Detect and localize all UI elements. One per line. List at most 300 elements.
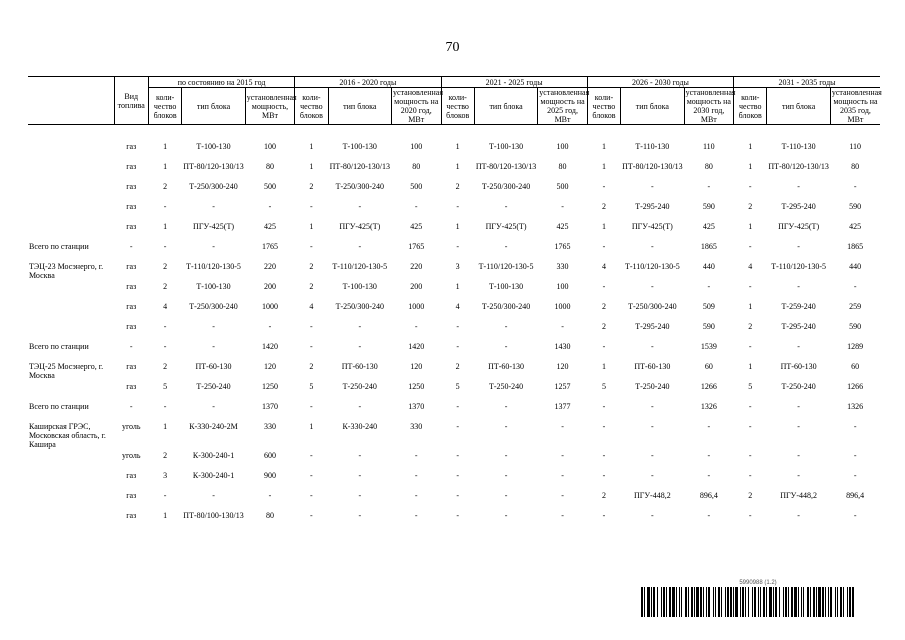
table-cell: - [853,182,857,191]
table-cell: газ [126,282,137,291]
table-cell: - [414,202,418,211]
table-row [28,380,880,400]
capacity-column-header: установленная мощность на 2030 год, МВт [685,88,736,124]
table-cell: Т-295-240 [781,322,816,331]
table-cell: 896,4 [699,491,718,500]
table-row [28,489,880,509]
barcode-bar [830,587,832,617]
table-cell: газ [126,302,137,311]
station-column-header [28,77,114,125]
table-cell: - [163,342,167,351]
table-cell: - [504,242,508,251]
barcode-bar [840,587,842,617]
table-row [28,449,880,469]
barcode-bar [685,587,687,617]
table-cell: ПТ-80/100-130/13 [183,511,244,520]
table-cell: - [651,342,654,351]
table-cell: - [414,451,418,460]
table-cell: уголь [121,422,141,431]
table-cell: - [561,511,564,520]
table-cell: 1 [455,142,460,151]
station-name-cell [28,469,114,489]
table-cell: - [707,182,711,191]
table-cell: газ [126,182,137,191]
table-cell: - [797,451,800,460]
table-cell: - [748,282,752,291]
table-cell: - [748,342,752,351]
table-cell: газ [126,471,137,480]
barcode-bar [691,587,693,617]
table-row [28,400,880,420]
table-cell: 1420 [408,342,425,351]
table-cell: - [414,511,418,520]
spacer-row [28,125,880,141]
barcode-bar [852,587,854,617]
table-cell: Т-295-240 [781,202,816,211]
table-cell: газ [126,162,137,171]
page-number: 70 [445,40,460,55]
barcode-bar [748,587,749,617]
table-cell: 220 [410,262,423,271]
table-cell: - [504,422,508,431]
table-cell: 2 [309,282,314,291]
table-cell: 1 [309,422,314,431]
barcode-bar [766,587,767,617]
table-cell: - [602,422,606,431]
table-cell: 1000 [408,302,425,311]
table-cell: 100 [556,282,569,291]
table-cell: Т-250-240 [488,382,524,391]
barcode-bar [641,587,643,617]
table-cell: 4 [309,302,314,311]
station-name-cell [28,300,114,320]
count-column-header: коли-чество блоков [587,88,620,125]
table-cell: 1765 [408,242,425,251]
period-header: 2021 - 2025 годы [441,77,587,88]
table-cell: 1 [455,282,460,291]
station-name-cell [28,180,114,200]
station-name-cell [28,280,114,300]
table-cell: - [504,491,508,500]
table-cell: - [310,322,313,331]
table-cell: - [456,491,459,500]
table-cell: - [358,242,362,251]
table-cell: - [456,471,459,480]
table-cell: 259 [849,302,862,311]
table-cell: - [561,451,564,460]
table-cell: - [748,511,752,520]
barcode-bar [679,587,680,617]
barcode-bar [775,587,777,617]
table-cell: 80 [851,162,860,171]
table-cell: Т-250-240 [196,382,231,391]
barcode-bar [773,587,774,617]
table-cell: - [212,402,215,411]
table-cell: Т-110/120-130-5 [332,262,388,271]
table-cell: - [797,182,800,191]
barcode-bar [718,587,720,617]
table-cell: - [748,402,752,411]
table-cell: Т-250/300-240 [335,182,384,191]
table-cell: 2 [455,182,460,191]
table-cell: ПГУ-448,2 [633,491,671,500]
table-cell: 1 [748,142,753,151]
table-cell: 590 [702,322,715,331]
type-column-header: тип блока [328,88,391,125]
table-cell: - [129,402,133,411]
table-cell: 600 [263,451,276,460]
barcode-bar [676,587,677,617]
table-cell: - [456,242,459,251]
table-cell: - [602,342,606,351]
table-row [28,320,880,340]
barcode-bar [837,587,838,617]
barcode-bar [715,587,716,617]
table-cell: 4 [163,302,168,311]
table-cell: 1 [455,222,460,231]
table-cell: 1430 [554,342,571,351]
table-cell: 1 [309,142,314,151]
barcode-bar [730,587,732,617]
barcode-bar [769,587,772,617]
count-column-header: коли-чество блоков [734,88,767,125]
table-row [28,420,880,449]
table-cell: - [707,422,711,431]
table-cell: газ [126,262,137,271]
table-cell: - [748,422,752,431]
barcode-bar [822,587,824,617]
table-cell: - [602,511,606,520]
table-cell: 100 [263,142,276,151]
table-cell: - [310,242,313,251]
station-name-cell [28,160,114,180]
table-cell: - [310,402,313,411]
barcode-bar [794,587,797,617]
table-cell: 2 [163,182,168,191]
table-row [28,240,880,260]
table-cell: Т-100-130 [196,282,231,291]
period-header: по состоянию на 2015 год [148,77,294,88]
table-cell: Т-259-240 [781,302,816,311]
table-cell: - [163,402,167,411]
table-cell: 220 [263,262,276,271]
table-cell: 1257 [554,382,571,391]
barcode-bar [813,587,815,617]
table-cell: - [561,202,564,211]
table-cell: - [651,282,654,291]
table-cell: 1 [601,362,606,371]
capacity-column-header: установленная мощность на 2020 год, МВт [393,88,443,124]
barcode-bar [816,587,817,617]
table-cell: 100 [410,142,423,151]
barcode-bar [657,587,658,617]
table-cell: 2 [163,451,168,460]
barcode-bar [752,587,753,617]
table-cell: газ [126,222,137,231]
table-cell: 1865 [700,242,717,251]
table-cell: 200 [410,282,423,291]
table-cell: 1000 [554,302,571,311]
barcode-block [640,580,856,617]
table-cell: 60 [851,362,860,371]
barcode-bar [791,587,793,617]
table-cell: 440 [702,262,715,271]
type-column-header: тип блока [767,88,830,125]
table-cell: - [163,322,167,331]
table-cell: 500 [410,182,423,191]
table-cell: Т-295-240 [635,322,670,331]
fuel-column-header: Вид топлива [114,77,148,125]
table-cell: - [853,511,857,520]
table-cell: 2 [748,322,753,331]
barcode-bar [681,587,682,617]
table-cell: Т-110/120-130-5 [624,262,680,271]
table-cell: - [212,202,215,211]
table-cell: 1 [309,162,314,171]
table-cell: Т-100-130 [488,282,524,291]
barcode-bar [647,587,650,617]
table-row [28,340,880,360]
table-cell: 2 [748,491,753,500]
table-cell: ПГУ-425(Т) [339,222,381,231]
table-cell: - [456,451,459,460]
station-name-cell [28,220,114,240]
table-cell: 3 [163,471,168,480]
table-cell: 425 [263,222,276,231]
table-cell: 5 [455,382,460,391]
barcode-bar [763,587,765,617]
table-cell: - [358,202,362,211]
table-cell: 120 [263,362,276,371]
barcode-bar [818,587,821,617]
table-cell: Т-110/120-130-5 [478,262,534,271]
barcode-bar [703,587,704,617]
table-cell: 80 [558,162,567,171]
table-cell: - [561,422,564,431]
table-cell: 1 [748,362,753,371]
barcode-bar [788,587,789,617]
table-cell: 900 [263,471,276,480]
table-cell: 590 [702,202,715,211]
table-cell: 500 [263,182,276,191]
table-cell: 590 [849,322,862,331]
table-cell: - [163,242,167,251]
table-cell: 1 [163,222,168,231]
table-cell: - [561,471,564,480]
barcode-bar [740,587,741,617]
table-cell: К-330-240 [342,422,378,431]
barcode-bar [745,587,746,617]
capacity-column-header: установленная мощность на 2025 год, МВт [539,88,590,124]
table-cell: 1377 [554,402,571,411]
table-cell: 2 [601,202,606,211]
period-header: 2016 - 2020 годы [295,77,441,88]
barcode-bar [803,587,804,617]
barcode-number: 5990988 (1.2) [739,580,777,586]
barcode-bar [725,587,726,617]
barcode-bar [661,587,662,617]
barcode-bar [688,587,689,617]
table-cell: Т-250/300-240 [335,302,384,311]
table-cell: - [310,511,313,520]
barcode-bar [733,587,734,617]
table-cell: 120 [556,362,569,371]
station-name-cell [28,200,114,220]
table-row [28,300,880,320]
table-cell: 5 [748,382,753,391]
table-cell: 1 [163,162,168,171]
type-column-header: тип блока [621,88,684,125]
table-cell: - [602,402,606,411]
barcode-bar [758,587,759,617]
barcode-bar [779,587,780,617]
table-cell: 330 [410,422,423,431]
station-name-cell: ТЭЦ-23 Мосэнерго, г. Москва [29,262,104,280]
table-cell: Т-295-240 [635,202,670,211]
table-cell: 2 [163,282,168,291]
table-cell: Т-100-130 [342,142,377,151]
table-cell: - [748,182,752,191]
table-cell: - [651,471,654,480]
barcode-bar [783,587,784,617]
barcode-bar [672,587,675,617]
station-name-cell: ТЭЦ-25 Мосэнерго, г. Москва [29,362,104,380]
barcode-bar [666,587,667,617]
barcode-bar [713,587,714,617]
table-cell: 1 [601,222,606,231]
table-row [28,360,880,380]
table-cell: 1 [163,142,168,151]
table-cell: 110 [849,142,862,151]
table-cell: Т-110-130 [781,142,816,151]
barcode-bar [760,587,761,617]
table-cell: 2 [601,302,606,311]
table-cell: - [797,282,800,291]
barcode-bar [663,587,665,617]
table-cell: 425 [556,222,569,231]
table-cell: - [456,322,459,331]
table-cell: - [129,342,133,351]
table-cell: 1865 [847,242,864,251]
table-cell: - [797,342,800,351]
table-cell: - [129,242,133,251]
table-cell: газ [126,382,137,391]
table-cell: - [797,402,800,411]
table-cell: - [310,491,313,500]
table-cell: - [602,471,606,480]
table-cell: 80 [704,162,713,171]
table-cell: - [414,471,418,480]
table-cell: Т-110/120-130-5 [771,262,827,271]
table-cell: 4 [748,262,753,271]
barcode-bar [828,587,829,617]
table-cell: - [748,471,752,480]
table-cell: - [504,511,508,520]
capacity-column-header: установленная мощность, МВт [245,88,294,125]
spacer-cell [28,125,880,141]
table-cell: 60 [704,362,713,371]
table-cell: 1765 [554,242,571,251]
table-body [28,125,880,530]
table-cell: - [651,182,654,191]
table-cell: - [310,451,313,460]
table-cell: газ [126,322,137,331]
table-cell: 1765 [261,242,278,251]
table-cell: 590 [849,202,862,211]
table-cell: - [651,422,654,431]
table-cell: 1420 [261,342,278,351]
barcode-bar [835,587,836,617]
table-cell: 1 [748,222,753,231]
barcode-bar [653,587,655,617]
table-cell: 1 [748,302,753,311]
barcode-bar [696,587,699,617]
table-cell: ПТ-80/120-130/13 [768,162,829,171]
type-column-header: тип блока [474,88,537,125]
barcode-image [640,587,856,617]
type-column-header: тип блока [182,88,245,125]
table-cell: - [707,282,711,291]
barcode-bar [700,587,702,617]
table-cell: - [212,242,215,251]
barcode-bar [644,587,645,617]
table-row [28,509,880,529]
table-cell: - [602,182,606,191]
table-cell: - [163,202,167,211]
table-cell: уголь [121,451,141,460]
table-row [28,160,880,180]
count-column-header: коли-чество блоков [441,88,474,125]
table-cell: ПГУ-425(Т) [485,222,527,231]
table-cell: ПГУ-448,2 [780,491,817,500]
barcode-bar [694,587,695,617]
barcode-bar [754,587,756,617]
table-cell: 1 [163,511,168,520]
barcode-bar [651,587,652,617]
table-cell: 1 [748,162,753,171]
table-cell: 500 [556,182,569,191]
table-cell: - [358,342,362,351]
table-row [28,140,880,160]
table-cell: 100 [556,142,569,151]
table-cell: 1 [455,162,460,171]
table-cell: - [853,451,857,460]
barcode-bar [847,587,848,617]
table-cell: - [561,491,564,500]
table-cell: - [456,511,459,520]
table-cell: 80 [265,511,274,520]
table-cell: газ [126,491,137,500]
barcode-bar [706,587,707,617]
table-cell: - [212,322,215,331]
table-cell: - [456,402,459,411]
table-cell: ПТ-60-130 [634,362,671,371]
table-row [28,280,880,300]
barcode-bar [825,587,826,617]
table-cell: ПТ-60-130 [195,362,232,371]
table-cell: ПГУ-425(Т) [631,222,673,231]
table-cell: Т-250/300-240 [189,182,238,191]
table-cell: 896,4 [846,491,865,500]
table-cell: - [748,242,752,251]
station-name-cell [28,380,114,400]
table-row [28,220,880,240]
table-cell: - [504,471,508,480]
station-name-cell [28,509,114,529]
barcode-bar [742,587,744,617]
table-cell: ПГУ-425(Т) [193,222,234,231]
table-cell: 5 [309,382,314,391]
